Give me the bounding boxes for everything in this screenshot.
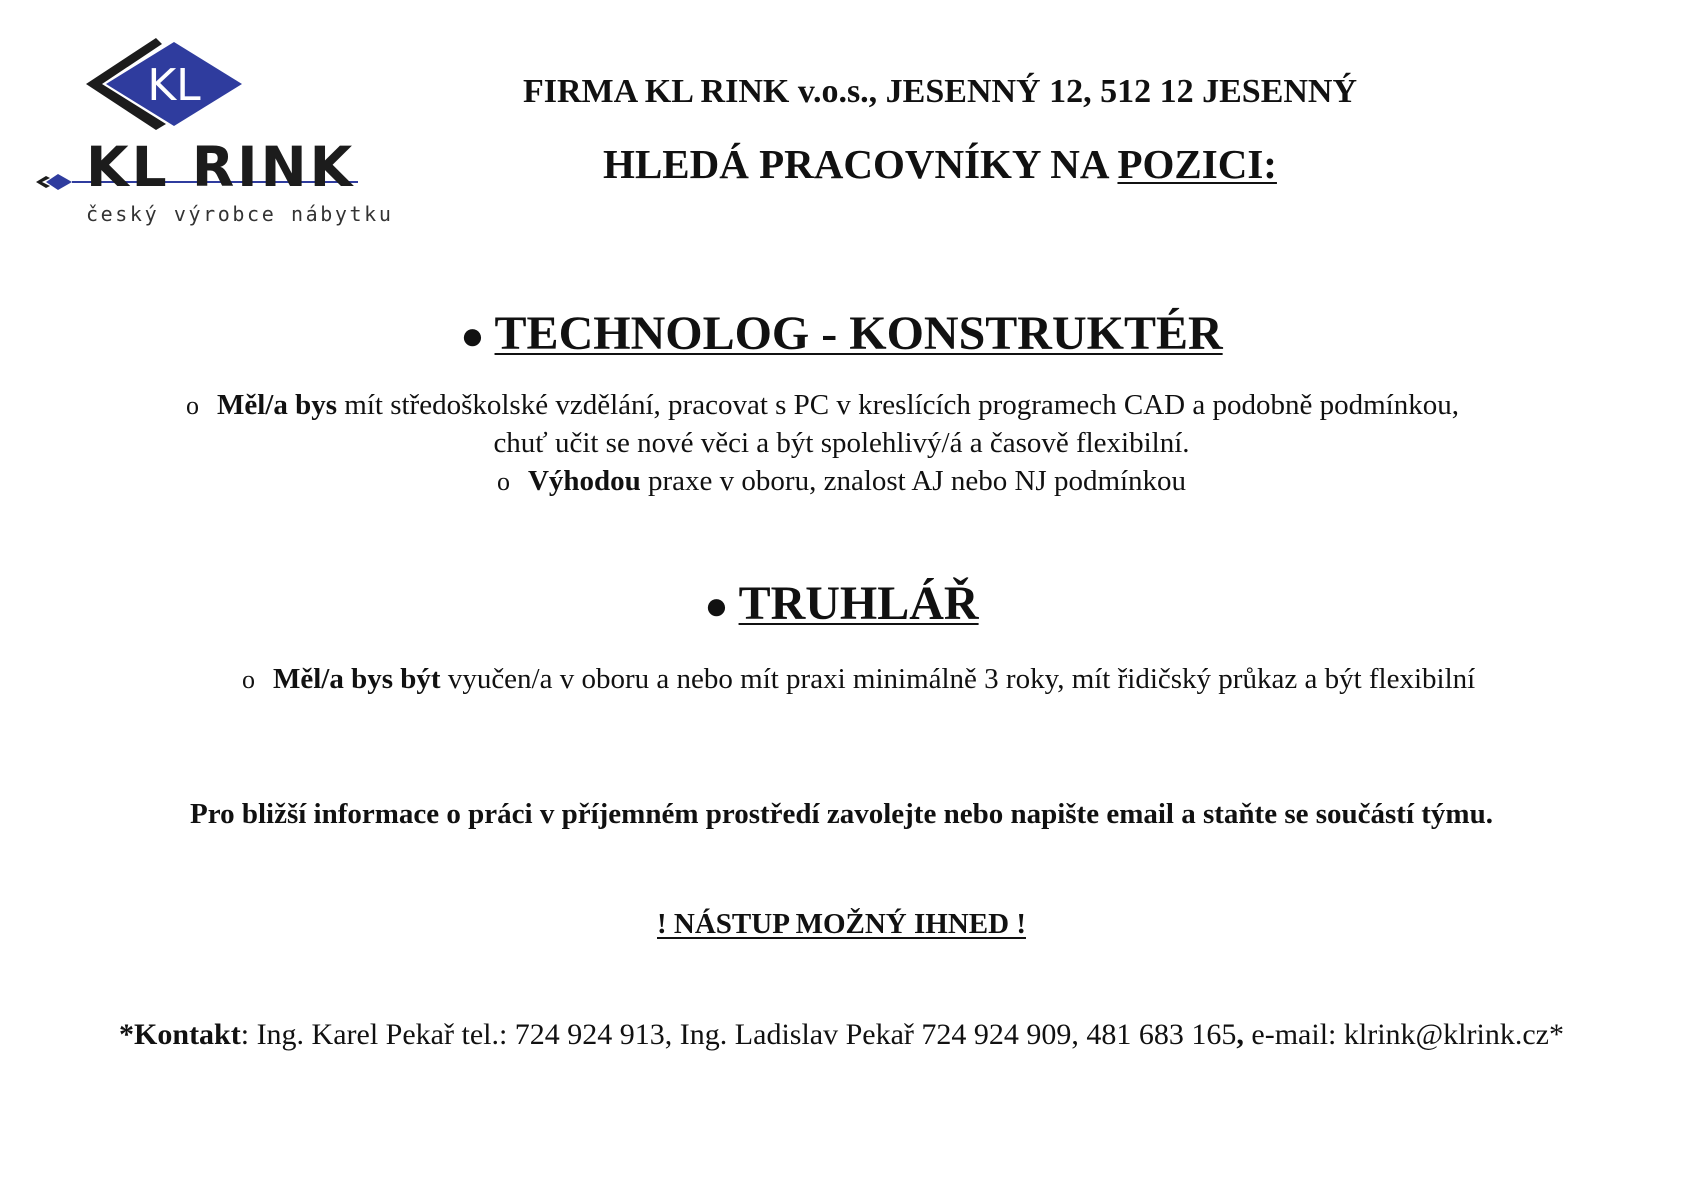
seeking-prefix: HLEDÁ PRACOVNÍKY NA [603, 141, 1118, 187]
contact-text: : Ing. Karel Pekař tel.: 724 924 913, Ing. Ladislav Pekař 724 924 909, 481 683 165 [240, 1018, 1237, 1051]
logo-small-diamond [46, 174, 72, 190]
firm-address: FIRMA KL RINK v.o.s., JESENNÝ 12, 512 12 JESENNÝ [522, 73, 1358, 110]
bullet-icon: ● [704, 583, 729, 628]
requirement-bold: Výhodou [527, 465, 641, 497]
logo-tagline: český výrobce nábytku [86, 202, 394, 226]
company-logo [36, 36, 396, 236]
contact-line [0, 1016, 1683, 1054]
requirement-item [0, 462, 1683, 501]
requirement-bold: Měl/a bys [217, 389, 338, 421]
bullet-icon: ● [460, 313, 485, 358]
circle-bullet-icon: o [496, 467, 510, 496]
start-notice-text: ! NÁSTUP MOŽNÝ IHNED ! [657, 908, 1026, 940]
logo-name: KL RINK [86, 135, 356, 199]
contact-comma: , [1236, 1018, 1244, 1051]
requirement-text: mít středoškolské vzdělání, pracovat s PC v kreslících programech CAD a podobně podmínkou, [337, 389, 1459, 421]
requirement-text: vyučen/a v oboru a nebo mít praxi minimálně 3 roky, mít řidičský průkaz a být flexibilní [440, 663, 1476, 695]
contact-intro: Pro bližší informace o práci v příjemném prostředí zavolejte nebo napište email a staňte se součástí týmu. [190, 798, 1493, 830]
seeking-heading [440, 140, 1440, 188]
position-title: TECHNOLOG - KONSTRUKTÉR [494, 307, 1223, 360]
seeking-underlined: POZICI: [1117, 141, 1277, 187]
contact-label: *Kontakt [119, 1018, 241, 1051]
requirement-text: praxe v oboru, znalost AJ nebo NJ podmínkou [640, 465, 1187, 497]
start-notice [0, 906, 1683, 942]
circle-bullet-icon: o [186, 391, 199, 420]
requirement-continuation: chuť učit se nové věci a být spolehlivý/á a časově flexibilní. [493, 427, 1190, 459]
circle-bullet-icon: o [242, 665, 255, 694]
position-heading-truhlar [0, 576, 1683, 634]
requirement-item [186, 386, 1459, 425]
position-heading-technolog [0, 306, 1683, 364]
logo-monogram: KL [147, 60, 201, 111]
contact-email: e-mail: klrink@klrink.cz* [1243, 1018, 1564, 1051]
position-title: TRUHLÁŘ [738, 577, 979, 630]
requirement-bold: Měl/a bys být [273, 663, 441, 695]
requirement-item [242, 660, 1475, 699]
